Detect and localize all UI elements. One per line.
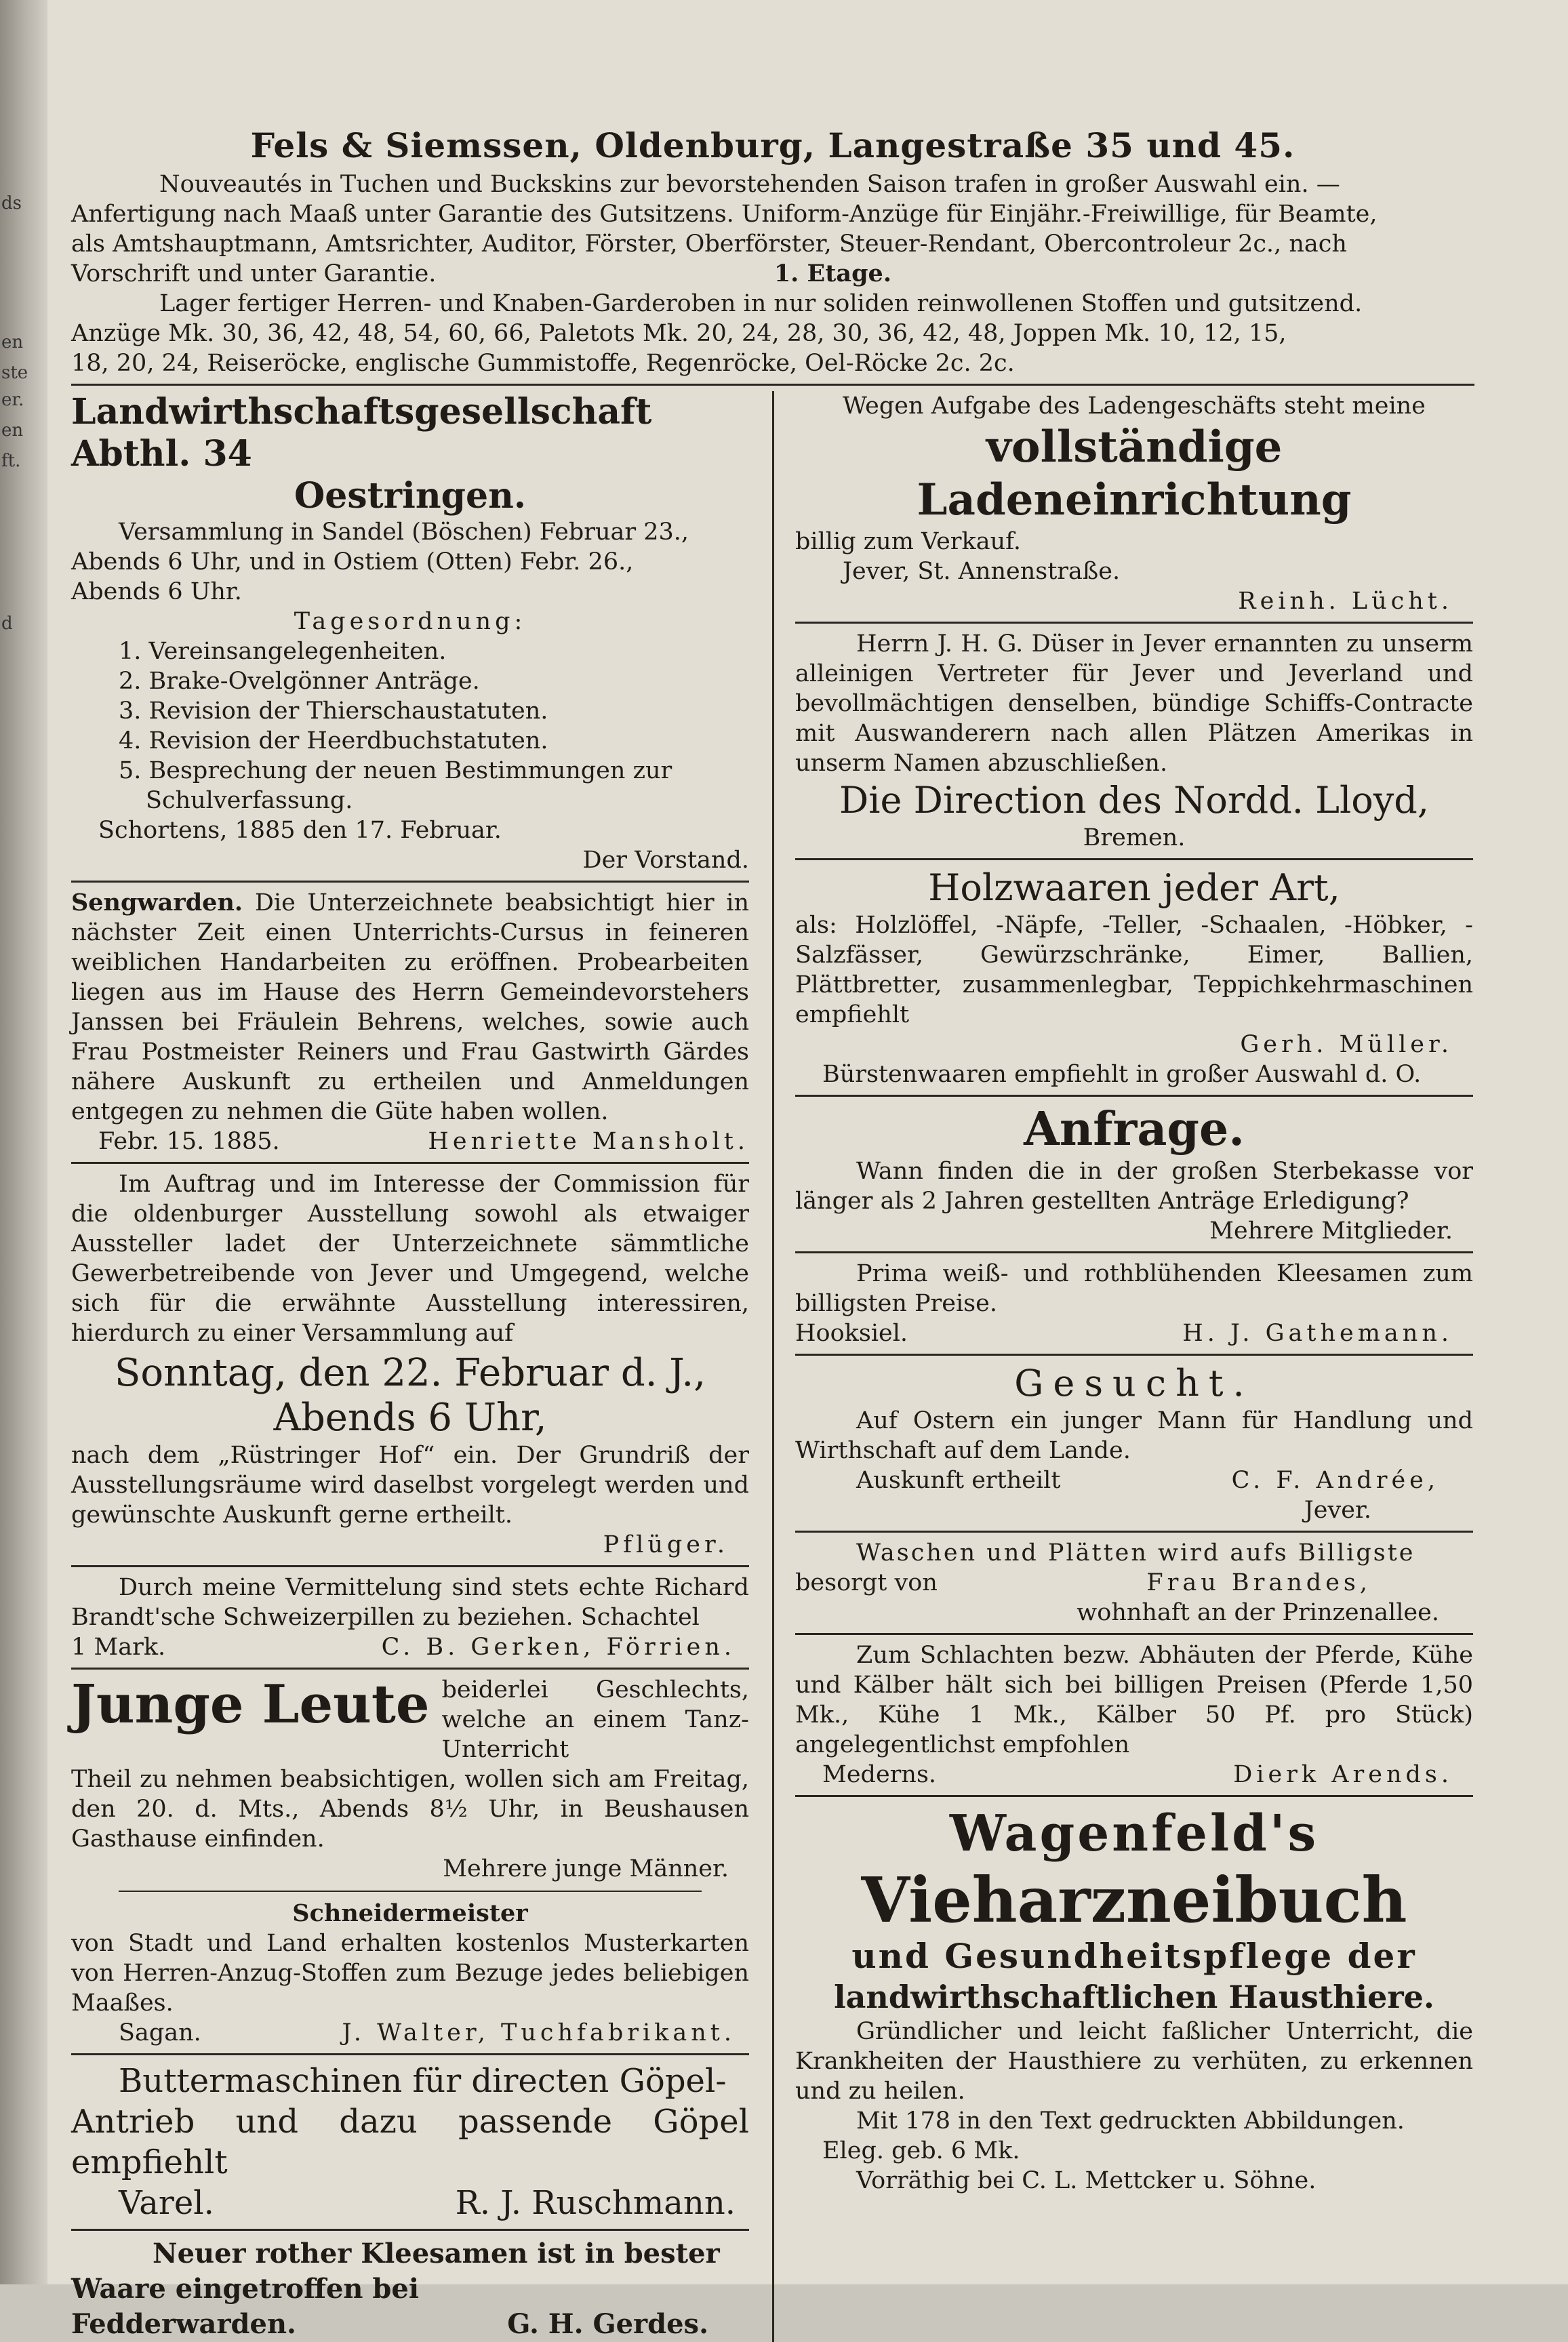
- ad-line: Abends 6 Uhr, und in Ostiem (Otten) Febr. 26.,: [71, 548, 634, 576]
- ad-text: von Stadt und Land erhalten kostenlos Musterkarten von Herren-Anzug-Stoffen zum Bezuge jedes beliebigen Maaßes.: [71, 1930, 749, 2017]
- spine-fragment: en: [1, 420, 24, 441]
- spine-fragment: ds: [1, 193, 22, 214]
- header-etage: 1. Etage.: [773, 260, 891, 287]
- ad-line: wohnhaft an der Prinzenallee.: [1077, 1599, 1439, 1626]
- right-column: [772, 391, 1473, 2342]
- ad-signature: H. J. Gathemann.: [1182, 1320, 1453, 1347]
- spine-fragment: d: [1, 613, 13, 634]
- divider: [71, 1162, 749, 1164]
- header-title: Fels & Siemssen, Oldenburg, Langestraße 35 und 45.: [250, 125, 1295, 165]
- divider: [795, 1633, 1473, 1635]
- ad-signature: Reinh. Lücht.: [1238, 588, 1453, 615]
- ad-line: Auskunft ertheilt: [856, 1467, 1061, 1494]
- two-column-area: [71, 391, 1474, 2342]
- ad-signature: Pflüger.: [603, 1531, 729, 1558]
- book-subtitle: und Gesundheitspflege der: [851, 1936, 1417, 1976]
- ad-line: Vorräthig bei C. L. Mettcker u. Söhne.: [856, 2167, 1316, 2194]
- ad-place: Sagan.: [119, 2019, 201, 2046]
- header-line: Vorschrift und unter Garantie.: [71, 260, 437, 287]
- ad-text: Durch meine Vermittelung sind stets echte Richard Brandt'sche Schweizerpillen zu beziehen. Schachtel: [71, 1574, 749, 1631]
- ad-signature: Gerh. Müller.: [1240, 1031, 1453, 1058]
- ad-line: Eleg. geb. 6 Mk.: [822, 2137, 1020, 2164]
- agenda-title: Tagesordnung:: [294, 608, 527, 635]
- header-line: Nouveautés in Tuchen und Buckskins zur bevorstehenden Saison trafen in großer Auswahl ein. —: [159, 171, 1340, 198]
- ad-lead: Sengwarden.: [71, 889, 243, 916]
- ad-text: Wann finden die in der großen Sterbekasse vor länger als 2 Jahren gestellten Anträge Erledigung?: [795, 1158, 1473, 1215]
- divider: [71, 1565, 749, 1567]
- ad-place: Mederns.: [822, 1761, 937, 1788]
- agenda-list: [119, 637, 749, 815]
- ad-title: Landwirthschaftsgesellschaft Abthl. 34: [71, 391, 652, 475]
- ad-signature: Mehrere junge Männer.: [443, 1855, 729, 1882]
- agenda-item: 4. Revision der Heerdbuchstatuten.: [119, 727, 548, 754]
- ad-price: 1 Mark.: [71, 1634, 166, 1661]
- ad-signature: Mehrere Mitglieder.: [1209, 1217, 1453, 1245]
- left-column: [71, 391, 772, 2342]
- page-content: [71, 125, 1474, 2342]
- ad-title: Die Direction des Nordd. Lloyd,: [839, 779, 1429, 822]
- divider: [795, 1354, 1473, 1356]
- ad-text: Gründlicher und leicht faßlicher Unterricht, die Krankheiten der Hausthiere zu verhüten, zu erkennen und zu heilen.: [795, 2018, 1473, 2105]
- divider: [795, 1095, 1473, 1097]
- ad-text: Die Unterzeichnete beabsichtigt hier in nächster Zeit einen Unterrichts-Cursus in feineren weiblichen Handarbeiten zu eröffnen. Probearbeiten liegen aus im Hause des Herrn Gemeindevorstehers Janssen bei Fräulein Behrens, welches, sowie auch Frau Postmeister Reiners und Frau Gastwirth Gärdes nähere Auskunft zu ertheilen und Anmeldungen entgegen zu nehmen die Güte haben wollen.: [71, 889, 749, 1125]
- ad-place: Hooksiel.: [795, 1320, 908, 1347]
- header-line: Anfertigung nach Maaß unter Garantie des Gutsitzens. Uniform-Anzüge für Einjähr.-Freiwillige, für Beamte,: [71, 201, 1378, 228]
- ad-holzwaaren: [795, 866, 1473, 1089]
- ad-place: Fedderwarden.: [71, 2308, 296, 2340]
- ad-landwirthschaft: [71, 391, 749, 875]
- ad-gesucht: [795, 1361, 1473, 1525]
- ad-schneidermeister: [71, 1899, 749, 2048]
- column-rule: [772, 391, 774, 2342]
- ad-text: Auf Ostern ein junger Mann für Handlung und Wirthschaft auf dem Lande.: [795, 1407, 1473, 1464]
- ad-text: als: Holzlöffel, -Näpfe, -Teller, -Schaalen, -Höbker, -Salzfässer, Gewürzschränke, Eimer, Ballien, Plättbretter, zusammenlegbar, Teppichkehrmaschinen empfiehlt: [795, 912, 1473, 1028]
- spine-fragment: er.: [1, 390, 24, 410]
- book-spine: [0, 0, 47, 2284]
- ad-line: Neuer rother Kleesamen ist in bester: [153, 2238, 720, 2269]
- ad-title: Schneidermeister: [292, 1899, 528, 1927]
- ad-line: Buttermaschinen für directen Göpel-: [119, 2062, 727, 2100]
- spine-fragment: en: [1, 332, 24, 352]
- agenda-item: Schulverfassung.: [146, 787, 353, 814]
- ad-title: Junge Leute: [71, 1674, 430, 1735]
- divider: [795, 622, 1473, 624]
- ad-brandt: [71, 1573, 749, 1662]
- newspaper-page: [47, 0, 1568, 2340]
- ad-signature: Der Vorstand.: [582, 847, 749, 874]
- ad-ladeneinrichtung: [795, 391, 1473, 616]
- ad-vieharzneibuch: [795, 1802, 1473, 2196]
- ad-anfrage: [795, 1102, 1473, 1246]
- ad-lloyd: [795, 629, 1473, 853]
- ad-signature: Frau Brandes,: [1146, 1569, 1371, 1596]
- divider: [795, 1251, 1473, 1253]
- book-title: Wagenfeld's: [949, 1804, 1319, 1863]
- ad-signature: G. H. Gerdes.: [507, 2308, 708, 2340]
- ad-line: Mit 178 in den Text gedruckten Abbildungen.: [856, 2107, 1405, 2135]
- header-line: als Amtshauptmann, Amtsrichter, Auditor, Förster, Oberförster, Steuer-Rendant, Obercontroleur 2c., nach: [71, 230, 1347, 258]
- ad-text: Prima weiß- und rothblühenden Kleesamen zum billigsten Preise.: [795, 1260, 1473, 1317]
- ad-signature: Dierk Arends.: [1233, 1761, 1453, 1788]
- ad-footer: Bürstenwaaren empfiehlt in großer Auswahl d. O.: [822, 1061, 1422, 1088]
- ad-prima-kleesamen: [795, 1259, 1473, 1348]
- ad-text: Zum Schlachten bezw. Abhäuten der Pferde, Kühe und Kälber hält sich bei billigen Preisen (Pferde 1,50 Mk., Kühe 1 Mk., Kälber 50 Pf. pro Stück) angelegentlichst empfohlen: [795, 1642, 1473, 1758]
- ad-waschen: [795, 1538, 1473, 1628]
- ad-signature: R. J. Ruschmann.: [455, 2184, 736, 2222]
- ad-place: Varel.: [119, 2184, 214, 2222]
- ad-signature: C. F. Andrée,: [1231, 1467, 1439, 1494]
- ad-line: Waare eingetroffen bei: [71, 2273, 420, 2305]
- ad-signature: J. Walter, Tuchfabrikant.: [342, 2019, 736, 2046]
- ad-commission: [71, 1169, 749, 1560]
- spine-fragment: ste: [1, 363, 28, 383]
- ad-kleesamen: [71, 2236, 749, 2342]
- ad-subtitle: Oestringen.: [294, 475, 526, 517]
- ad-sengwarden: [71, 888, 749, 1156]
- ad-date: Schortens, 1885 den 17. Februar.: [98, 817, 502, 844]
- agenda-item: 2. Brake-Ovelgönner Anträge.: [119, 668, 480, 695]
- ad-line: Versammlung in Sandel (Böschen) Februar 23.,: [119, 519, 689, 546]
- book-title-main: Vieharzneibuch: [861, 1863, 1407, 1937]
- ad-line: Abends 6 Uhr.: [71, 578, 242, 605]
- ad-signature: Henriette Mansholt.: [428, 1128, 749, 1155]
- ad-text: Herrn J. H. G. Düser in Jever ernannten zu unserm alleinigen Vertreter für Jever und Jeverland und bevollmächtigen denselben, bündige Schiffs-Contracte mit Auswanderern nach allen Plätzen Amerikas in unserm Namen abzuschließen.: [795, 630, 1473, 777]
- ad-schlachten: [795, 1640, 1473, 1790]
- ad-date: Febr. 15. 1885.: [98, 1128, 280, 1155]
- ad-title: Anfrage.: [1024, 1102, 1245, 1156]
- ad-big-date: Sonntag, den 22. Februar d. J.,: [115, 1351, 706, 1395]
- ad-line: besorgt von: [795, 1569, 938, 1596]
- divider: [71, 1668, 749, 1670]
- divider: [795, 858, 1473, 860]
- divider: [795, 1795, 1473, 1797]
- ad-intro: Wegen Aufgabe des Ladengeschäfts steht meine: [843, 392, 1426, 420]
- divider: [71, 384, 1474, 386]
- header-lager-line: 18, 20, 24, Reiseröcke, englische Gummistoffe, Regenröcke, Oel-Röcke 2c. 2c.: [71, 350, 1015, 377]
- ad-text: Im Auftrag und im Interesse der Commission für die oldenburger Ausstellung sowohl als etwaiger Aussteller ladet der Unterzeichnete sämmtliche Gewerbetreibende von Jever und Umgegend, welche sich für die erwähnte Ausstellung interessiren, hierdurch zu einer Versammlung auf: [71, 1171, 749, 1347]
- header-ad: [71, 125, 1474, 378]
- agenda-item: 5. Besprechung der neuen Bestimmungen zur: [119, 757, 672, 784]
- ad-junge-leute: [71, 1675, 749, 1884]
- divider: [795, 1531, 1473, 1533]
- divider: [119, 1891, 702, 1892]
- header-lager-line: Lager fertiger Herren- und Knaben-Garderoben in nur soliden reinwollenen Stoffen und gutsitzend.: [159, 290, 1363, 317]
- ad-title: Gesucht.: [1014, 1362, 1254, 1405]
- ad-line: Antrieb und dazu passende Göpel empfiehlt: [71, 2103, 749, 2181]
- agenda-item: 3. Revision der Thierschaustatuten.: [119, 698, 548, 725]
- ad-side-text: beiderlei Geschlechts, welche an einem Tanz-Unterricht: [441, 1676, 749, 1763]
- agenda-item: 1. Vereinsangelegenheiten.: [119, 638, 447, 665]
- ad-signature: C. B. Gerken, Förrien.: [381, 1634, 736, 1661]
- ad-big-time: Abends 6 Uhr,: [273, 1396, 547, 1440]
- ad-title: vollständige Ladeneinrichtung: [917, 422, 1352, 525]
- ad-line: billig zum Verkauf.: [795, 528, 1021, 555]
- header-lager-line: Anzüge Mk. 30, 36, 42, 48, 54, 60, 66, Paletots Mk. 20, 24, 28, 30, 36, 42, 48, Joppen Mk. 10, 12, 15,: [71, 320, 1287, 347]
- ad-buttermaschinen: [71, 2061, 749, 2223]
- ad-line: Jever, St. Annenstraße.: [843, 558, 1121, 585]
- divider: [71, 2053, 749, 2055]
- spine-fragment: ft.: [1, 451, 21, 471]
- ad-line: Waschen und Plätten wird aufs Billigste: [856, 1539, 1415, 1567]
- ad-place: Bremen.: [1083, 824, 1186, 851]
- divider: [71, 2229, 749, 2231]
- ad-text: nach dem „Rüstringer Hof“ ein. Der Grundriß der Ausstellungsräume wird daselbst vorgelegt werden und gewünschte Auskunft gerne ertheilt.: [71, 1442, 749, 1529]
- ad-title: Holzwaaren jeder Art,: [928, 866, 1340, 909]
- ad-place: Jever.: [1304, 1497, 1371, 1524]
- ad-text: Theil zu nehmen beabsichtigen, wollen sich am Freitag, den 20. d. Mts., Abends 8½ Uhr, in Beushausen Gasthause einfinden.: [71, 1766, 749, 1853]
- book-subtitle: landwirthschaftlichen Hausthiere.: [834, 1979, 1434, 2015]
- divider: [71, 881, 749, 883]
